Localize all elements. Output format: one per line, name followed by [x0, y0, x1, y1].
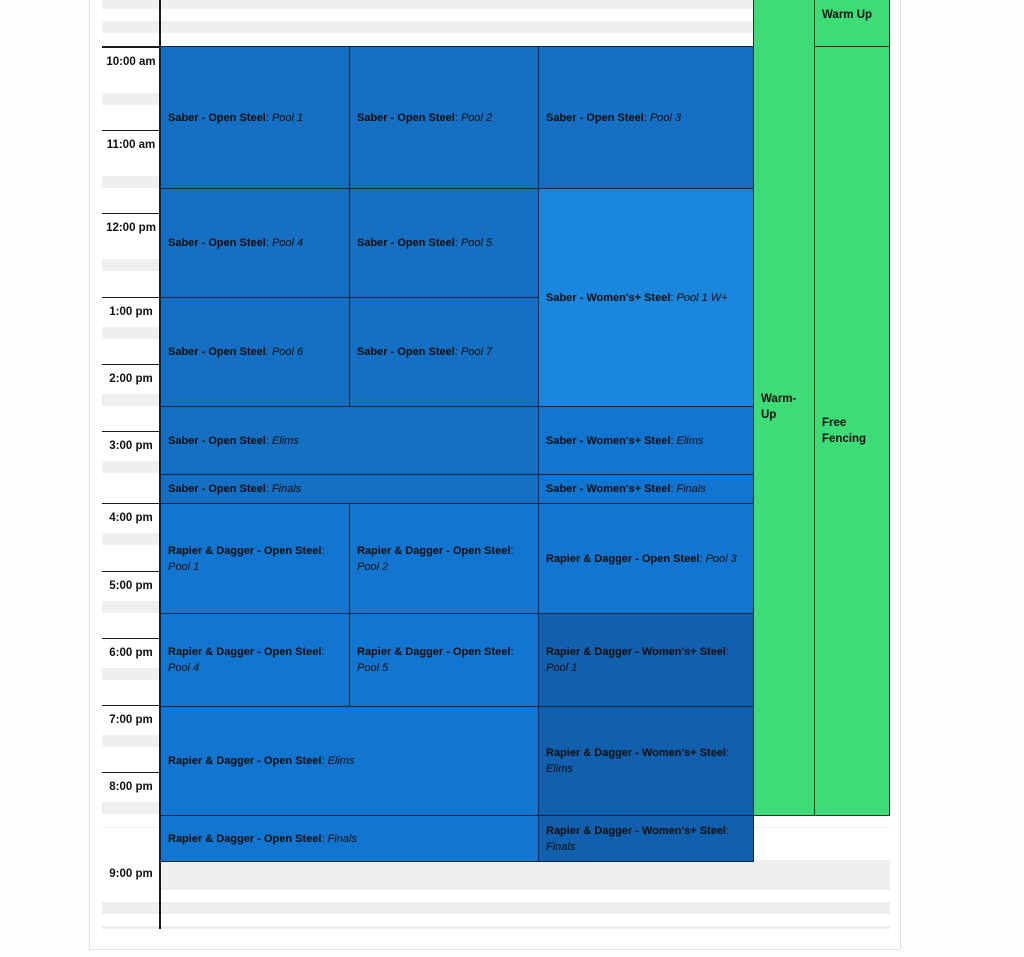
event-block[interactable]: Saber - Open Steel: Pool 7 — [349, 297, 539, 407]
grid-stripe — [102, 902, 890, 914]
time-label: 7:00 pm — [102, 705, 160, 735]
event-block[interactable]: Rapier & Dagger - Open Steel: Pool 1 — [160, 503, 350, 614]
event-block[interactable]: Saber - Open Steel: Finals — [160, 474, 539, 504]
grid-stripe — [102, 926, 890, 929]
event-block[interactable]: Rapier & Dagger - Women's+ Steel: Finals — [538, 815, 754, 862]
time-label: 8:00 pm — [102, 772, 160, 802]
time-label: 5:00 pm — [102, 571, 160, 601]
event-block[interactable]: Saber - Open Steel: Pool 4 — [160, 188, 350, 298]
event-block[interactable]: Saber - Open Steel: Elims — [160, 406, 539, 475]
event-block[interactable]: Saber - Open Steel: Pool 2 — [349, 46, 539, 189]
event-block[interactable]: Rapier & Dagger - Women's+ Steel: Pool 1 — [538, 613, 754, 707]
event-block[interactable]: Saber - Women's+ Steel: Elims — [538, 406, 754, 475]
event-block[interactable]: Saber - Women's+ Steel: Pool 1 W+ — [538, 188, 754, 407]
event-block[interactable]: Saber - Open Steel: Pool 6 — [160, 297, 350, 407]
time-label: 6:00 pm — [102, 638, 160, 668]
warm-up-column[interactable]: Warm-Up — [753, 0, 815, 816]
warm-up-top-block[interactable]: Warm Up — [814, 0, 890, 47]
event-block[interactable]: Saber - Women's+ Steel: Finals — [538, 474, 754, 504]
free-fencing-column[interactable]: Free Fencing — [814, 46, 890, 816]
time-label: 10:00 am — [102, 47, 160, 93]
event-block[interactable]: Rapier & Dagger - Open Steel: Pool 3 — [538, 503, 754, 614]
event-block[interactable]: Rapier & Dagger - Open Steel: Pool 5 — [349, 613, 539, 707]
event-block[interactable]: Rapier & Dagger - Open Steel: Elims — [160, 706, 539, 816]
event-block[interactable]: Rapier & Dagger - Open Steel: Pool 2 — [349, 503, 539, 614]
time-label: 11:00 am — [102, 130, 160, 176]
event-block[interactable]: Saber - Open Steel: Pool 1 — [160, 46, 350, 189]
event-block[interactable]: Rapier & Dagger - Open Steel: Pool 4 — [160, 613, 350, 707]
time-label: 12:00 pm — [102, 213, 160, 259]
event-block[interactable]: Rapier & Dagger - Women's+ Steel: Elims — [538, 706, 754, 816]
time-label: 3:00 pm — [102, 431, 160, 461]
time-label: 2:00 pm — [102, 364, 160, 394]
event-block[interactable]: Saber - Open Steel: Pool 5 — [349, 188, 539, 298]
time-label: 4:00 pm — [102, 503, 160, 533]
row-divider — [102, 46, 160, 47]
event-block[interactable]: Saber - Open Steel: Pool 3 — [538, 46, 754, 189]
event-block[interactable]: Rapier & Dagger - Open Steel: Finals — [160, 815, 539, 862]
grid-stripe — [102, 860, 890, 890]
time-label: 1:00 pm — [102, 297, 160, 327]
time-label: 9:00 pm — [102, 860, 160, 890]
